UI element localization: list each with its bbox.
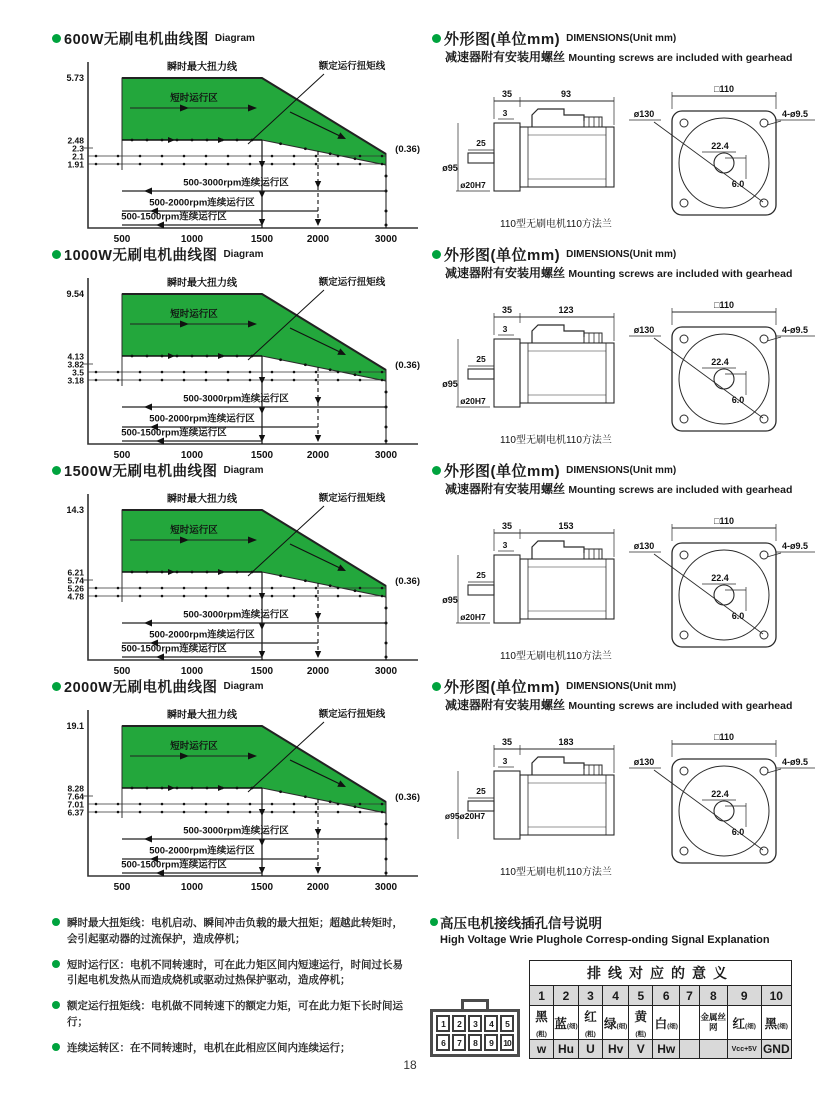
dimension-title-en: DIMENSIONS(Unit mm): [566, 249, 677, 260]
svg-text:7.64: 7.64: [67, 791, 84, 802]
dimension-section-header: [432, 462, 820, 479]
svg-text:3: 3: [502, 324, 508, 334]
svg-text:ø95: ø95: [442, 379, 458, 389]
bullet-icon: [52, 34, 61, 43]
svg-text:500-1500rpm连续运行区: 500-1500rpm连续运行区: [121, 427, 227, 439]
dimension-title-en: DIMENSIONS(Unit mm): [566, 465, 677, 476]
dimension-title-en: DIMENSIONS(Unit mm): [566, 33, 677, 44]
note-item: [52, 916, 426, 948]
dimension-drawing: [432, 281, 820, 451]
svg-text:额定运行扭矩线: 额定运行扭矩线: [318, 493, 386, 504]
bullet-icon: [52, 250, 61, 259]
bullet-icon: [52, 466, 61, 475]
svg-text:(0.36): (0.36): [395, 576, 420, 587]
svg-text:500-3000rpm连续运行区: 500-3000rpm连续运行区: [183, 609, 289, 621]
connector-diagram: [430, 996, 520, 1057]
svg-text:6.0: 6.0: [731, 827, 745, 837]
dimension-section: [426, 678, 820, 894]
dimension-section-header: [432, 246, 820, 263]
svg-text:5.26: 5.26: [67, 583, 84, 594]
connector-pin-row: [436, 1034, 514, 1051]
dimension-subtitle-en: Mounting screws are included with gearhead: [568, 52, 793, 64]
svg-text:25: 25: [476, 354, 486, 364]
svg-text:1000: 1000: [180, 882, 204, 893]
dimension-subtitle: [445, 696, 820, 713]
signal-name-cell: Vcc+5V: [727, 1040, 761, 1059]
svg-text:ø20H7: ø20H7: [460, 180, 486, 190]
svg-text:5.73: 5.73: [66, 73, 84, 83]
bullet-icon: [432, 250, 441, 259]
torque-curve-chart: [52, 480, 424, 678]
svg-text:瞬时最大扭力线: 瞬时最大扭力线: [167, 62, 237, 73]
note-text: 瞬时最大扭矩线：电机启动、瞬间冲击负载的最大扭矩；超越此转矩时，会引起驱动器的过流保护，造成停机；: [67, 917, 403, 945]
bullet-icon: [432, 466, 441, 475]
svg-text:93: 93: [560, 89, 572, 99]
svg-text:500: 500: [113, 666, 131, 677]
dimension-drawing: [432, 65, 820, 235]
svg-text:14.3: 14.3: [66, 505, 84, 515]
note-item: [52, 958, 426, 990]
svg-text:25: 25: [476, 786, 486, 796]
chart-section: [52, 678, 426, 894]
dimension-section-header: [432, 30, 820, 47]
chart-title-en: Diagram: [223, 249, 264, 260]
dimension-subtitle: [445, 480, 820, 497]
svg-text:6.37: 6.37: [67, 807, 84, 818]
signal-title-cn: 高压电机接线插孔信号说明: [440, 916, 602, 931]
svg-text:2.48: 2.48: [67, 135, 84, 146]
svg-text:瞬时最大扭力线: 瞬时最大扭力线: [167, 278, 237, 289]
catalog-page: [52, 30, 809, 1066]
chart-title-cn: 2000W无刷电机曲线图: [64, 680, 218, 696]
svg-text:6.0: 6.0: [731, 611, 745, 621]
motor-rows: [52, 30, 809, 894]
chart-section-header: [52, 246, 426, 263]
chart-section: [52, 246, 426, 462]
dimension-drawing: [432, 713, 820, 883]
dimension-subtitle: [445, 48, 820, 65]
dimension-subtitle-cn: 减速器附有安装用螺丝: [445, 50, 566, 64]
svg-text:35: 35: [501, 521, 513, 531]
connector-tab: [461, 999, 489, 1012]
dimension-subtitle-cn: 减速器附有安装用螺丝: [445, 698, 566, 712]
svg-text:2000: 2000: [306, 450, 330, 461]
svg-text:500: 500: [113, 234, 131, 245]
connector-pin: 6: [436, 1034, 450, 1051]
signal-table: [529, 960, 792, 1059]
svg-text:25: 25: [476, 570, 486, 580]
dimension-subtitle-en: Mounting screws are included with gearhead: [568, 700, 793, 712]
svg-text:500-1500rpm连续运行区: 500-1500rpm连续运行区: [121, 643, 227, 655]
svg-text:2000: 2000: [306, 666, 330, 677]
svg-text:ø20H7: ø20H7: [460, 612, 486, 622]
dimension-title-cn: 外形图(单位mm): [444, 31, 561, 48]
note-text: 额定运行扭矩线：电机做不同转速下的额定力矩，可在此力矩下长时间运行；: [67, 1000, 403, 1028]
connector-pin: 2: [452, 1015, 466, 1032]
motor-row: [52, 678, 809, 894]
svg-text:短时运行区: 短时运行区: [170, 525, 218, 536]
signal-name-cell: [680, 1040, 700, 1059]
chart-section-header: [52, 30, 426, 47]
connector-pin: 5: [500, 1015, 514, 1032]
signal-name-cell: w: [530, 1040, 554, 1059]
dimension-subtitle-en: Mounting screws are included with gearhead: [568, 268, 793, 280]
pin-number-cell: 9: [727, 986, 761, 1006]
svg-text:35: 35: [501, 305, 513, 315]
svg-text:5.74: 5.74: [67, 575, 84, 586]
svg-text:25: 25: [476, 138, 486, 148]
pin-number-cell: 7: [680, 986, 700, 1006]
wire-thickness-note: (粗): [536, 1030, 547, 1038]
svg-text:9.54: 9.54: [66, 289, 84, 299]
signal-name-cell: Hv: [602, 1040, 628, 1059]
svg-text:4-ø9.5: 4-ø9.5: [781, 757, 809, 767]
signal-name-cell: Hw: [653, 1040, 680, 1059]
svg-text:2000: 2000: [306, 882, 330, 893]
wire-thickness-note: (粗): [635, 1030, 647, 1038]
wire-color-cell: 黑(粗): [530, 1006, 554, 1040]
wire-thickness-note: (粗): [585, 1030, 596, 1038]
svg-text:瞬时最大扭力线: 瞬时最大扭力线: [167, 710, 237, 721]
bottom-section: [52, 912, 792, 1066]
svg-text:1000: 1000: [180, 450, 204, 461]
signal-name-cell: GND: [761, 1040, 791, 1059]
pin-number-cell: 6: [653, 986, 680, 1006]
chart-title-cn: 1000W无刷电机曲线图: [64, 248, 218, 264]
signal-title-en: High Voltage Wrie Plughole Corresp-onding Signal Explanation: [440, 934, 770, 946]
svg-text:ø95ø20H7: ø95ø20H7: [444, 811, 486, 821]
svg-text:3.5: 3.5: [72, 367, 84, 378]
notes-list: [52, 912, 426, 1066]
svg-text:500: 500: [113, 450, 131, 461]
pin-number-cell: 4: [602, 986, 628, 1006]
wire-color-cell: 白(细): [653, 1006, 680, 1040]
bullet-icon: [52, 960, 60, 968]
motor-row: [52, 30, 809, 246]
svg-text:3.82: 3.82: [67, 359, 84, 370]
signal-body: [430, 960, 792, 1059]
dimension-subtitle-cn: 减速器附有安装用螺丝: [445, 482, 566, 496]
svg-text:1000: 1000: [180, 666, 204, 677]
svg-text:22.4: 22.4: [711, 357, 729, 367]
svg-text:500-2000rpm连续运行区: 500-2000rpm连续运行区: [149, 845, 255, 857]
svg-text:(0.36): (0.36): [395, 360, 420, 371]
signal-name-cell: Hu: [554, 1040, 579, 1059]
chart-title-cn: 600W无刷电机曲线图: [64, 32, 209, 48]
svg-text:8.28: 8.28: [67, 783, 84, 794]
svg-text:3000: 3000: [374, 234, 398, 245]
svg-text:短时运行区: 短时运行区: [170, 741, 218, 752]
svg-text:110型无刷电机110方法兰: 110型无刷电机110方法兰: [500, 219, 612, 230]
svg-text:22.4: 22.4: [711, 789, 729, 799]
dimension-title-cn: 外形图(单位mm): [444, 679, 561, 696]
svg-text:4-ø9.5: 4-ø9.5: [781, 109, 809, 119]
dimension-subtitle-en: Mounting screws are included with gearhead: [568, 484, 793, 496]
svg-text:6.0: 6.0: [731, 395, 745, 405]
svg-text:3000: 3000: [374, 450, 398, 461]
svg-text:3: 3: [502, 540, 508, 550]
note-text: 短时运行区：电机不同转速时，可在此力矩区间内短速运行，时间过长易引起电机发热从而造成烧机或驱动过热保护驱动，造成停机；: [67, 958, 403, 987]
svg-text:500-2000rpm连续运行区: 500-2000rpm连续运行区: [149, 413, 255, 425]
chart-title-en: Diagram: [223, 465, 264, 476]
svg-text:4-ø9.5: 4-ø9.5: [781, 325, 809, 335]
svg-text:额定运行扭矩线: 额定运行扭矩线: [318, 277, 386, 288]
svg-text:500: 500: [113, 882, 131, 893]
svg-text:额定运行扭矩线: 额定运行扭矩线: [318, 709, 386, 720]
wire-color-cell: 红(细): [727, 1006, 761, 1040]
svg-text:22.4: 22.4: [711, 573, 729, 583]
chart-title-en: Diagram: [223, 681, 264, 692]
pin-number-cell: 2: [554, 986, 579, 1006]
chart-section: [52, 462, 426, 678]
dimension-section: [426, 30, 820, 246]
connector-pin: 1: [436, 1015, 450, 1032]
dimension-title-cn: 外形图(单位mm): [444, 463, 561, 480]
svg-text:(0.36): (0.36): [395, 792, 420, 803]
svg-text:(0.36): (0.36): [395, 144, 420, 155]
svg-text:□110: □110: [714, 300, 734, 310]
pin-number-cell: 5: [629, 986, 653, 1006]
wire-color-cell: 绿(细): [602, 1006, 628, 1040]
svg-text:ø95: ø95: [442, 163, 458, 173]
bullet-icon: [432, 34, 441, 43]
wire-color-cell: [680, 1006, 700, 1040]
chart-title-en: Diagram: [214, 33, 255, 44]
bullet-icon: [432, 682, 441, 691]
svg-text:2000: 2000: [306, 234, 330, 245]
svg-text:2.1: 2.1: [72, 151, 84, 162]
motor-row: [52, 246, 809, 462]
svg-text:ø130: ø130: [633, 757, 655, 767]
connector-pin: 4: [484, 1015, 498, 1032]
svg-text:500-3000rpm连续运行区: 500-3000rpm连续运行区: [183, 393, 289, 405]
dimension-section-header: [432, 678, 820, 695]
wire-color-cell: 黄(粗): [629, 1006, 653, 1040]
chart-title-cn: 1500W无刷电机曲线图: [64, 464, 218, 480]
svg-text:□110: □110: [714, 516, 734, 526]
svg-text:3000: 3000: [374, 882, 398, 893]
signal-section-header: [430, 912, 792, 932]
dimension-section: [426, 462, 820, 678]
svg-text:500-3000rpm连续运行区: 500-3000rpm连续运行区: [183, 825, 289, 837]
pin-number-cell: 10: [761, 986, 791, 1006]
connector-pin: 9: [484, 1034, 498, 1051]
wire-color-cell: 金属丝网: [699, 1006, 727, 1040]
connector-pin: 10: [500, 1034, 514, 1051]
svg-text:19.1: 19.1: [66, 721, 84, 731]
dimension-section: [426, 246, 820, 462]
torque-curve-chart: [52, 264, 424, 462]
signal-name-cell: U: [578, 1040, 602, 1059]
svg-text:1000: 1000: [180, 234, 204, 245]
svg-text:瞬时最大扭力线: 瞬时最大扭力线: [167, 494, 237, 505]
pin-number-cell: 1: [530, 986, 554, 1006]
page-number: 18: [403, 1058, 417, 1072]
wire-color-cell: 蓝(细): [554, 1006, 579, 1040]
svg-text:ø20H7: ø20H7: [460, 396, 486, 406]
connector-body: [430, 1009, 520, 1057]
svg-text:短时运行区: 短时运行区: [170, 93, 218, 104]
svg-text:1500: 1500: [250, 882, 274, 893]
svg-text:6.21: 6.21: [67, 567, 84, 578]
torque-curve-chart: [52, 696, 424, 894]
motor-row: [52, 462, 809, 678]
svg-text:3: 3: [502, 756, 508, 766]
svg-text:110型无刷电机110方法兰: 110型无刷电机110方法兰: [500, 867, 612, 878]
bullet-icon: [52, 918, 60, 926]
dimension-title-en: DIMENSIONS(Unit mm): [566, 681, 677, 692]
bullet-icon: [52, 1001, 60, 1009]
svg-text:ø130: ø130: [633, 541, 655, 551]
bullet-icon: [52, 1043, 60, 1051]
svg-text:123: 123: [558, 305, 574, 315]
chart-section-header: [52, 678, 426, 695]
pin-number-cell: 8: [699, 986, 727, 1006]
dimension-drawing: [432, 497, 820, 667]
pin-number-cell: 3: [578, 986, 602, 1006]
svg-text:35: 35: [501, 737, 513, 747]
svg-text:153: 153: [558, 521, 574, 531]
svg-text:ø130: ø130: [633, 325, 655, 335]
svg-text:3000: 3000: [374, 666, 398, 677]
wire-thickness-note: (细): [566, 1022, 578, 1030]
connector-pin-row: [436, 1015, 514, 1032]
svg-text:500-3000rpm连续运行区: 500-3000rpm连续运行区: [183, 177, 289, 189]
wire-thickness-note: (细): [745, 1022, 756, 1030]
svg-text:□110: □110: [714, 84, 734, 94]
svg-text:500-2000rpm连续运行区: 500-2000rpm连续运行区: [149, 197, 255, 209]
wire-color-cell: 黑(细): [761, 1006, 791, 1040]
svg-text:1.91: 1.91: [67, 159, 84, 170]
dimension-subtitle: [445, 264, 820, 281]
connector-pin: 8: [468, 1034, 482, 1051]
connector-pin: 3: [468, 1015, 482, 1032]
svg-text:6.0: 6.0: [731, 179, 745, 189]
svg-text:110型无刷电机110方法兰: 110型无刷电机110方法兰: [500, 651, 612, 662]
connector-pin: 7: [452, 1034, 466, 1051]
svg-text:500-2000rpm连续运行区: 500-2000rpm连续运行区: [149, 629, 255, 641]
svg-text:1500: 1500: [250, 234, 274, 245]
torque-curve-chart: [52, 48, 424, 246]
svg-text:35: 35: [501, 89, 513, 99]
svg-text:110型无刷电机110方法兰: 110型无刷电机110方法兰: [500, 435, 612, 446]
signal-table-title: 排线对应的意义: [530, 961, 792, 986]
svg-text:3.18: 3.18: [67, 375, 84, 386]
chart-section: [52, 30, 426, 246]
note-item: [52, 1041, 426, 1057]
svg-text:4.78: 4.78: [67, 591, 84, 602]
svg-text:500-1500rpm连续运行区: 500-1500rpm连续运行区: [121, 211, 227, 223]
svg-text:ø130: ø130: [633, 109, 655, 119]
svg-text:4.13: 4.13: [67, 351, 84, 362]
signal-name-cell: [699, 1040, 727, 1059]
svg-text:1500: 1500: [250, 450, 274, 461]
svg-text:短时运行区: 短时运行区: [170, 309, 218, 320]
svg-text:22.4: 22.4: [711, 141, 729, 151]
signal-section: [426, 912, 792, 1066]
note-text: 连续运转区：在不同转速时，电机在此相应区间内连续运行；: [67, 1041, 351, 1054]
wire-thickness-note: (细): [777, 1022, 788, 1030]
svg-text:额定运行扭矩线: 额定运行扭矩线: [318, 61, 386, 72]
svg-text:3: 3: [502, 108, 508, 118]
chart-section-header: [52, 462, 426, 479]
svg-text:1500: 1500: [250, 666, 274, 677]
signal-name-cell: V: [629, 1040, 653, 1059]
svg-text:ø95: ø95: [442, 595, 458, 605]
svg-text:183: 183: [558, 737, 574, 747]
dimension-subtitle-cn: 减速器附有安装用螺丝: [445, 266, 566, 280]
note-item: [52, 999, 426, 1031]
wire-thickness-note: (细): [667, 1022, 678, 1030]
wire-color-cell: 红(粗): [578, 1006, 602, 1040]
svg-text:4-ø9.5: 4-ø9.5: [781, 541, 809, 551]
bullet-icon: [52, 682, 61, 691]
bullet-icon: [430, 918, 438, 926]
svg-text:500-1500rpm连续运行区: 500-1500rpm连续运行区: [121, 859, 227, 871]
svg-text:□110: □110: [714, 732, 734, 742]
dimension-title-cn: 外形图(单位mm): [444, 247, 561, 264]
wire-thickness-note: (细): [616, 1022, 628, 1030]
svg-text:2.3: 2.3: [72, 143, 84, 154]
svg-text:7.01: 7.01: [67, 799, 84, 810]
